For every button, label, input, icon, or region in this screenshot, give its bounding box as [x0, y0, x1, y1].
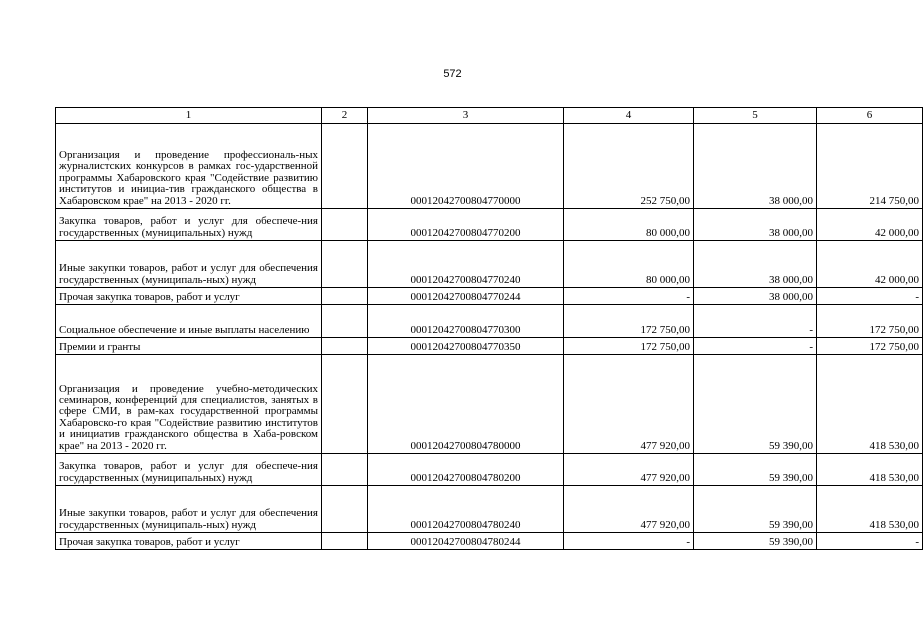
row-value-5: 38 000,00: [694, 209, 817, 241]
table-header-row: [56, 108, 923, 124]
row-name: Премии и гранты: [56, 338, 322, 355]
row-name: Прочая закупка товаров, работ и услуг: [56, 288, 322, 305]
row-value-6: -: [817, 533, 923, 550]
row-name: Иные закупки товаров, работ и услуг для обеспечения государственных (муниципаль-ных) нужд: [56, 486, 322, 533]
row-value-4: 477 920,00: [564, 454, 694, 486]
row-value-5: 59 390,00: [694, 355, 817, 454]
table-row: [56, 486, 923, 533]
table-row: [56, 209, 923, 241]
row-value-4: 172 750,00: [564, 305, 694, 338]
row-name: Прочая закупка товаров, работ и услуг: [56, 533, 322, 550]
row-value-4: 80 000,00: [564, 241, 694, 288]
table-row: [56, 533, 923, 550]
row-code: 00012042700804770240: [368, 241, 564, 288]
table-row: [56, 338, 923, 355]
row-value-5: 59 390,00: [694, 533, 817, 550]
row-value-4: 477 920,00: [564, 355, 694, 454]
row-name: Закупка товаров, работ и услуг для обеспече-ния государственных (муниципальных) нужд: [56, 209, 322, 241]
row-value-6: 172 750,00: [817, 338, 923, 355]
row-value-6: 42 000,00: [817, 241, 923, 288]
table-row: [56, 288, 923, 305]
row-col2: [322, 486, 368, 533]
row-name: Социальное обеспечение и иные выплаты населению: [56, 305, 322, 338]
row-value-6: 42 000,00: [817, 209, 923, 241]
row-value-4: 252 750,00: [564, 124, 694, 209]
row-value-5: -: [694, 338, 817, 355]
row-code: 00012042700804770244: [368, 288, 564, 305]
row-value-6: 214 750,00: [817, 124, 923, 209]
row-value-4: -: [564, 288, 694, 305]
column-header: 6: [817, 108, 923, 124]
row-name: Закупка товаров, работ и услуг для обеспече-ния государственных (муниципальных) нужд: [56, 454, 322, 486]
row-value-5: 59 390,00: [694, 486, 817, 533]
column-header: 5: [694, 108, 817, 124]
page-number: 572: [443, 68, 462, 80]
row-code: 00012042700804770300: [368, 305, 564, 338]
column-header: 1: [56, 108, 322, 124]
row-value-5: 59 390,00: [694, 454, 817, 486]
row-value-4: 172 750,00: [564, 338, 694, 355]
row-col2: [322, 454, 368, 486]
row-col2: [322, 533, 368, 550]
row-code: 00012042700804780200: [368, 454, 564, 486]
column-header: 3: [368, 108, 564, 124]
row-col2: [322, 338, 368, 355]
row-value-4: 80 000,00: [564, 209, 694, 241]
budget-table: [55, 107, 923, 550]
row-name: Организация и проведение учебно-методических семинаров, конференций для специалистов, занятых в сфере СМИ, в рам-ках государственной программы Хабаровско-го края "Содействие развитию институтов и инициатив гражданского общества в Хаба-ровском крае" на 2013 - 2020 гг.: [56, 355, 322, 454]
table-row: [56, 305, 923, 338]
row-value-6: 418 530,00: [817, 355, 923, 454]
table-row: [56, 454, 923, 486]
row-name: Организация и проведение профессиональ-ных журналистских конкурсов в рамках гос-ударственной программы Хабаровского края "Содействие развитию институтов и инициа-тив гражданского общества в Хабаровском крае" на 2013 - 2020 гг.: [56, 124, 322, 209]
table-row: [56, 355, 923, 454]
table-row: [56, 124, 923, 209]
row-value-5: 38 000,00: [694, 241, 817, 288]
row-value-4: -: [564, 533, 694, 550]
row-code: 00012042700804780240: [368, 486, 564, 533]
row-col2: [322, 241, 368, 288]
row-value-6: 418 530,00: [817, 486, 923, 533]
row-value-5: 38 000,00: [694, 124, 817, 209]
row-code: 00012042700804780244: [368, 533, 564, 550]
row-value-4: 477 920,00: [564, 486, 694, 533]
row-code: 00012042700804780000: [368, 355, 564, 454]
row-code: 00012042700804770350: [368, 338, 564, 355]
row-col2: [322, 288, 368, 305]
row-value-5: -: [694, 305, 817, 338]
row-col2: [322, 124, 368, 209]
row-value-6: 418 530,00: [817, 454, 923, 486]
row-col2: [322, 355, 368, 454]
row-code: 00012042700804770200: [368, 209, 564, 241]
row-value-6: -: [817, 288, 923, 305]
row-col2: [322, 209, 368, 241]
column-header: 2: [322, 108, 368, 124]
row-name: Иные закупки товаров, работ и услуг для обеспечения государственных (муниципаль-ных) нужд: [56, 241, 322, 288]
row-value-6: 172 750,00: [817, 305, 923, 338]
table-row: [56, 241, 923, 288]
column-header: 4: [564, 108, 694, 124]
row-col2: [322, 305, 368, 338]
row-value-5: 38 000,00: [694, 288, 817, 305]
row-code: 00012042700804770000: [368, 124, 564, 209]
